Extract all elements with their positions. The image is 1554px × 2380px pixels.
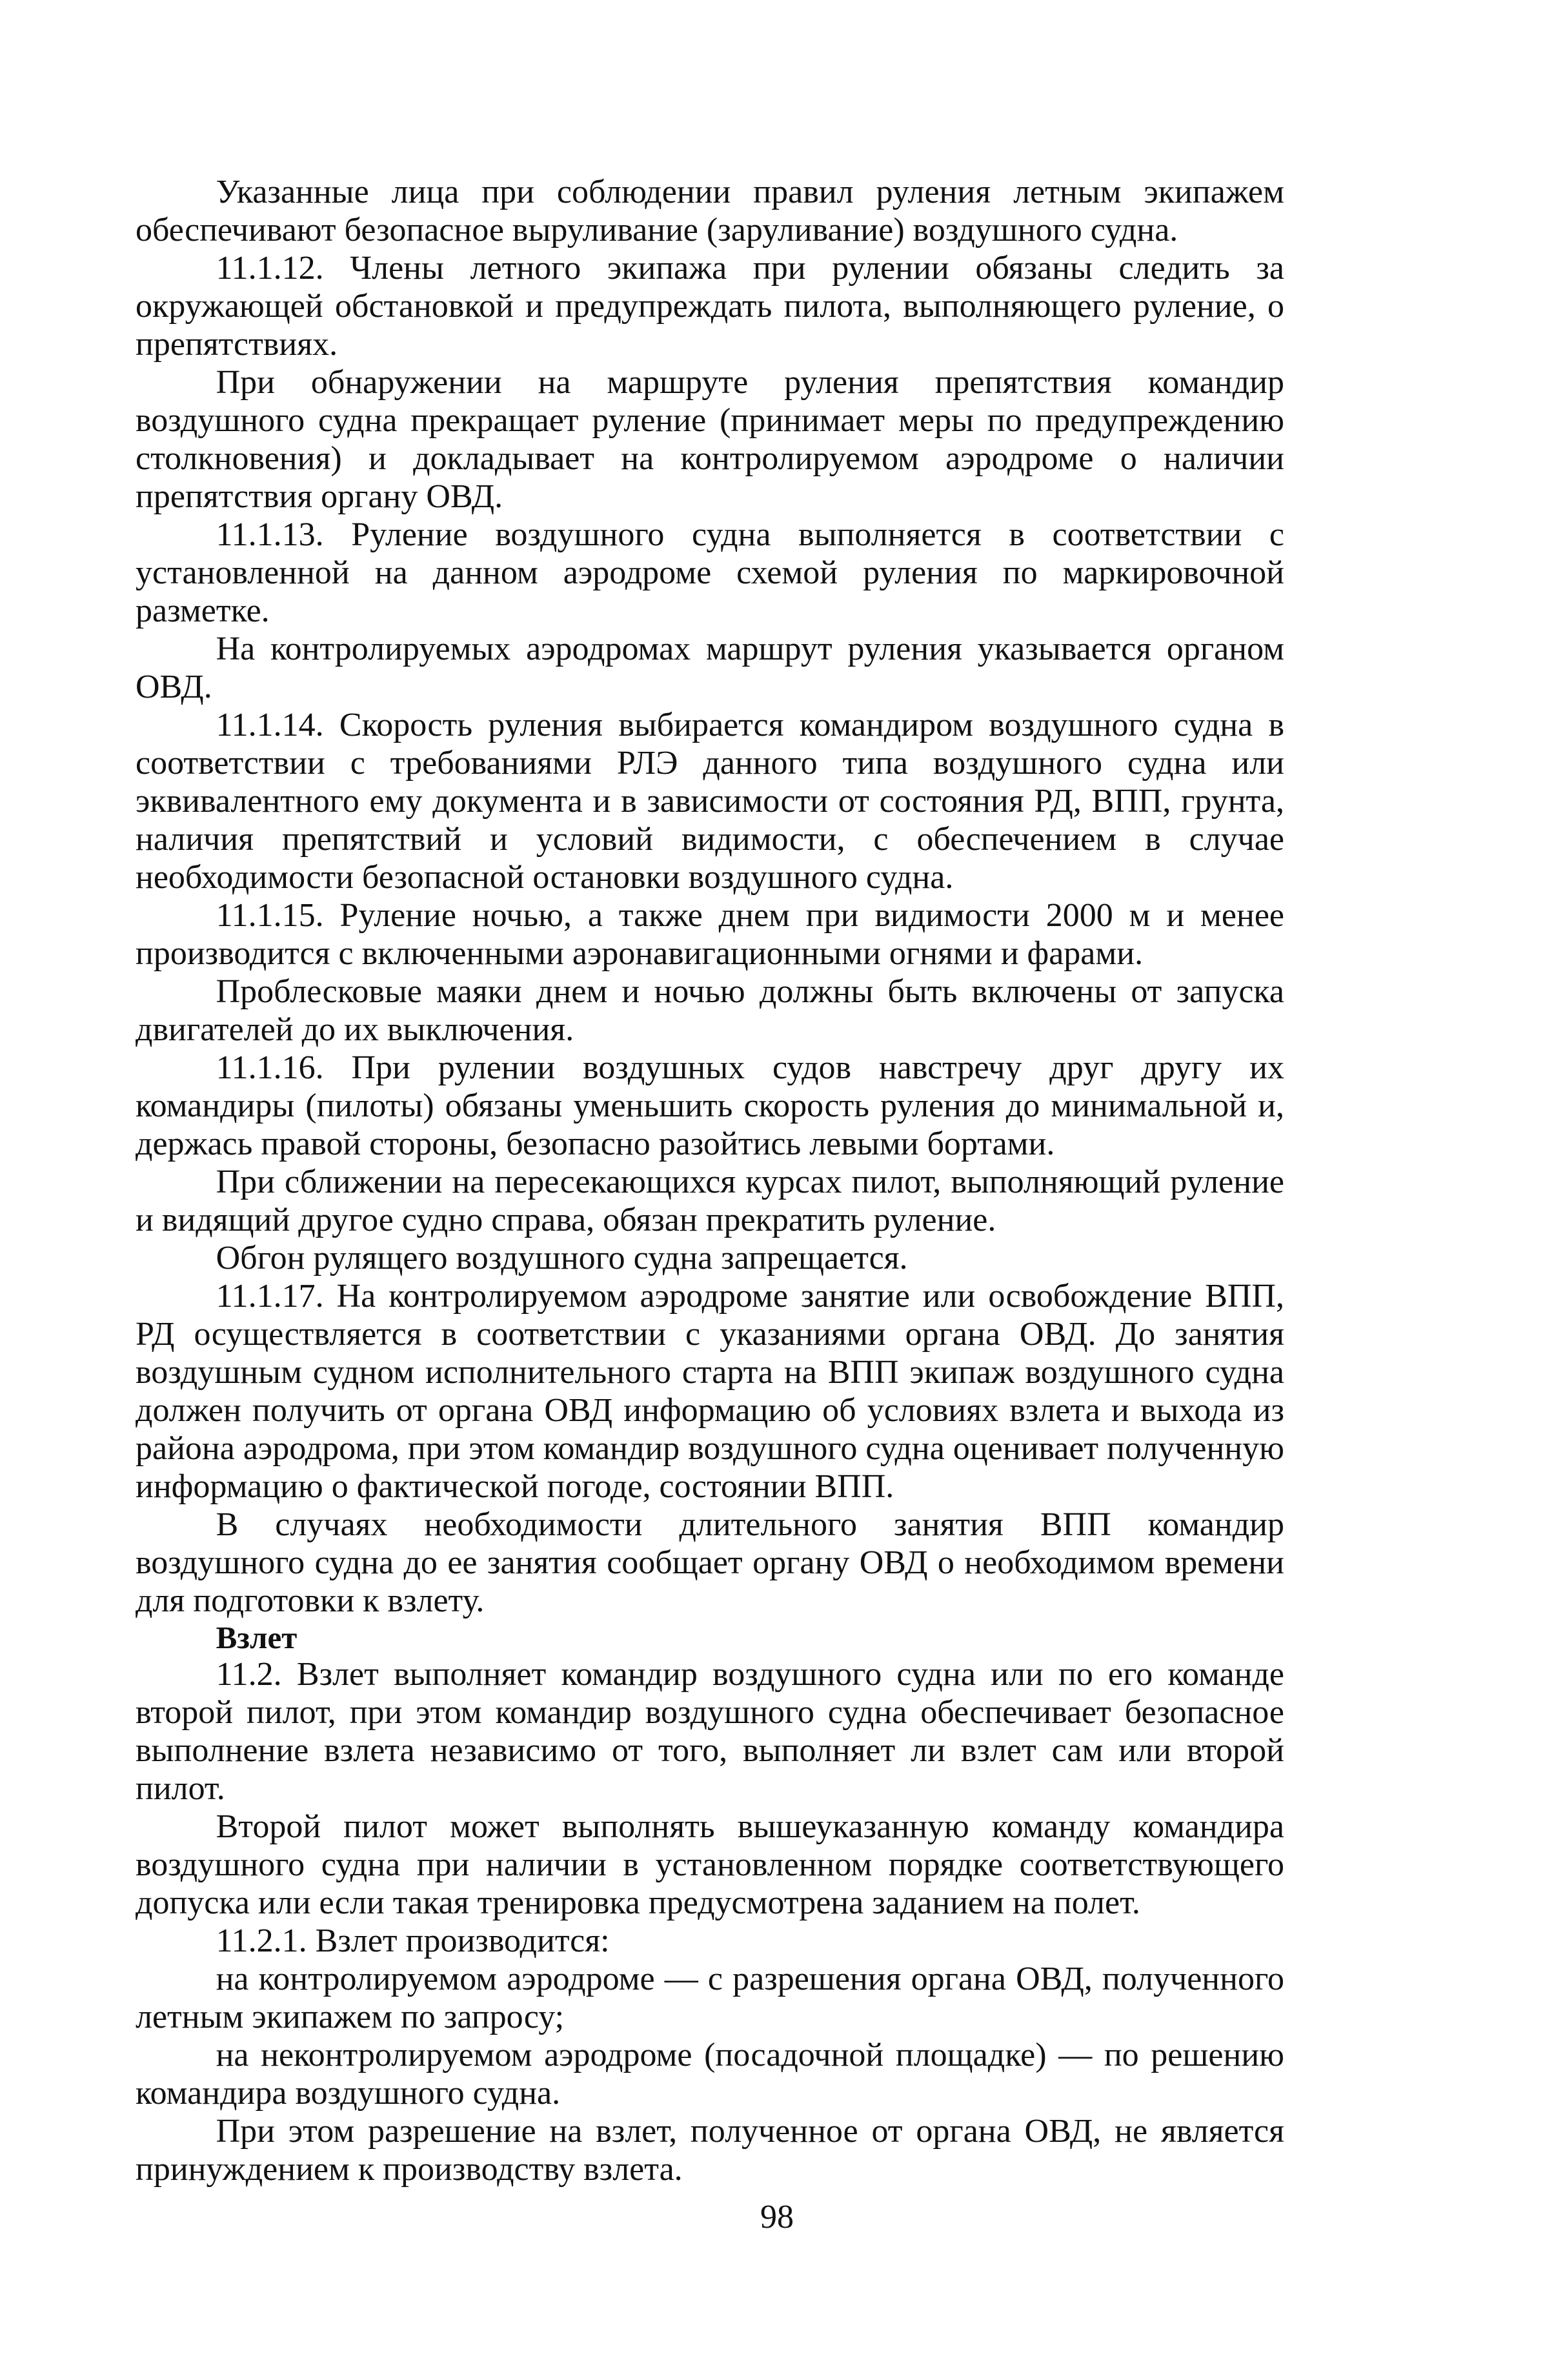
paragraph-clearance-not-obligation: При этом разрешение на взлет, полученное от органа ОВД, не является принуждением к производству взлета. — [136, 2113, 1284, 2188]
paragraph-long-runway-occupation: В случаях необходимости длительного занятия ВПП командир воздушного судна до ее занятия сообщает органу ОВД о необходимом времени для подготовки к взлету. — [136, 1506, 1284, 1619]
paragraph-11-1-13: 11.1.13. Руление воздушного судна выполняется в соответствии с установленной на данном аэродроме схемой руления по маркировочной разметке. — [136, 516, 1284, 629]
page-number: 98 — [760, 2199, 794, 2235]
body-text — [136, 173, 1284, 2188]
paragraph-11-2-1: 11.2.1. Взлет производится: — [216, 1922, 610, 1959]
paragraph-taxi-route-atc: На контролируемых аэродромах маршрут руления указывается органом ОВД. — [136, 630, 1284, 705]
section-heading-takeoff: Взлет — [216, 1620, 298, 1655]
paragraph-second-pilot: Второй пилот может выполнять вышеуказанную команду командира воздушного судна при наличии в установленном порядке соответствующего допуска или если такая тренировка предусмотрена заданием на полет. — [136, 1808, 1284, 1921]
paragraph-11-1-15: 11.1.15. Руление ночью, а также днем при видимости 2000 м и менее производится с включенными аэронавигационными огнями и фарами. — [136, 897, 1284, 972]
paragraph-beacons: Проблесковые маяки днем и ночью должны быть включены от запуска двигателей до их выключения. — [136, 973, 1284, 1048]
paragraph-persons-ensure-safe-taxiing: Указанные лица при соблюдении правил руления летным экипажем обеспечивают безопасное выруливание (заруливание) воздушного судна. — [136, 174, 1284, 248]
paragraph-crossing-courses: При сближении на пересекающихся курсах пилот, выполняющий руление и видящий другое судно справа, обязан прекратить руление. — [136, 1164, 1284, 1238]
paragraph-11-1-14: 11.1.14. Скорость руления выбирается командиром воздушного судна в соответствии с требованиями РЛЭ данного типа воздушного судна или эквивалентного ему документа и в зависимости от состояния РД, ВПП, грунта, наличия препятствий и условий видимости, с обеспечением в случае необходимости безопасной остановки воздушного судна. — [136, 707, 1284, 896]
paragraph-11-1-12: 11.1.12. Члены летного экипажа при рулении обязаны следить за окружающей обстановкой и предупреждать пилота, выполняющего руление, о препятствиях. — [136, 250, 1284, 363]
paragraph-11-1-17: 11.1.17. На контролируемом аэродроме занятие или освобождение ВПП, РД осуществляется в соответствии с указаниями органа ОВД. До занятия воздушным судном исполнительного старта на ВПП экипаж воздушного судна должен получить от органа ОВД информацию об условиях взлета и выхода из района аэродрома, при этом командир воздушного судна оценивает полученную информацию о фактической погоде, состоянии ВПП. — [136, 1278, 1284, 1505]
paragraph-11-1-16: 11.1.16. При рулении воздушных судов навстречу друг другу их командиры (пилоты) обязаны уменьшить скорость руления до минимальной и, держась правой стороны, безопасно разойтись левыми бортами. — [136, 1049, 1284, 1162]
paragraph-obstacle-detection: При обнаружении на маршруте руления препятствия командир воздушного судна прекращает руление (принимает меры по предупреждению столкновения) и докладывает на контролируемом аэродроме о наличии препятствия органу ОВД. — [136, 364, 1284, 515]
paragraph-uncontrolled-aerodrome: на неконтролируемом аэродроме (посадочной площадке) — по решению командира воздушного судна. — [136, 2037, 1284, 2112]
paragraph-11-2: 11.2. Взлет выполняет командир воздушного судна или по его команде второй пилот, при этом командир воздушного судна обеспечивает безопасное выполнение взлета независимо от того, выполняет ли взлет сам или второй пилот. — [136, 1656, 1284, 1807]
paragraph-overtaking: Обгон рулящего воздушного судна запрещается. — [216, 1240, 908, 1276]
paragraph-controlled-aerodrome: на контролируемом аэродроме — с разрешения органа ОВД, полученного летным экипажем по запросу; — [136, 1961, 1284, 2035]
